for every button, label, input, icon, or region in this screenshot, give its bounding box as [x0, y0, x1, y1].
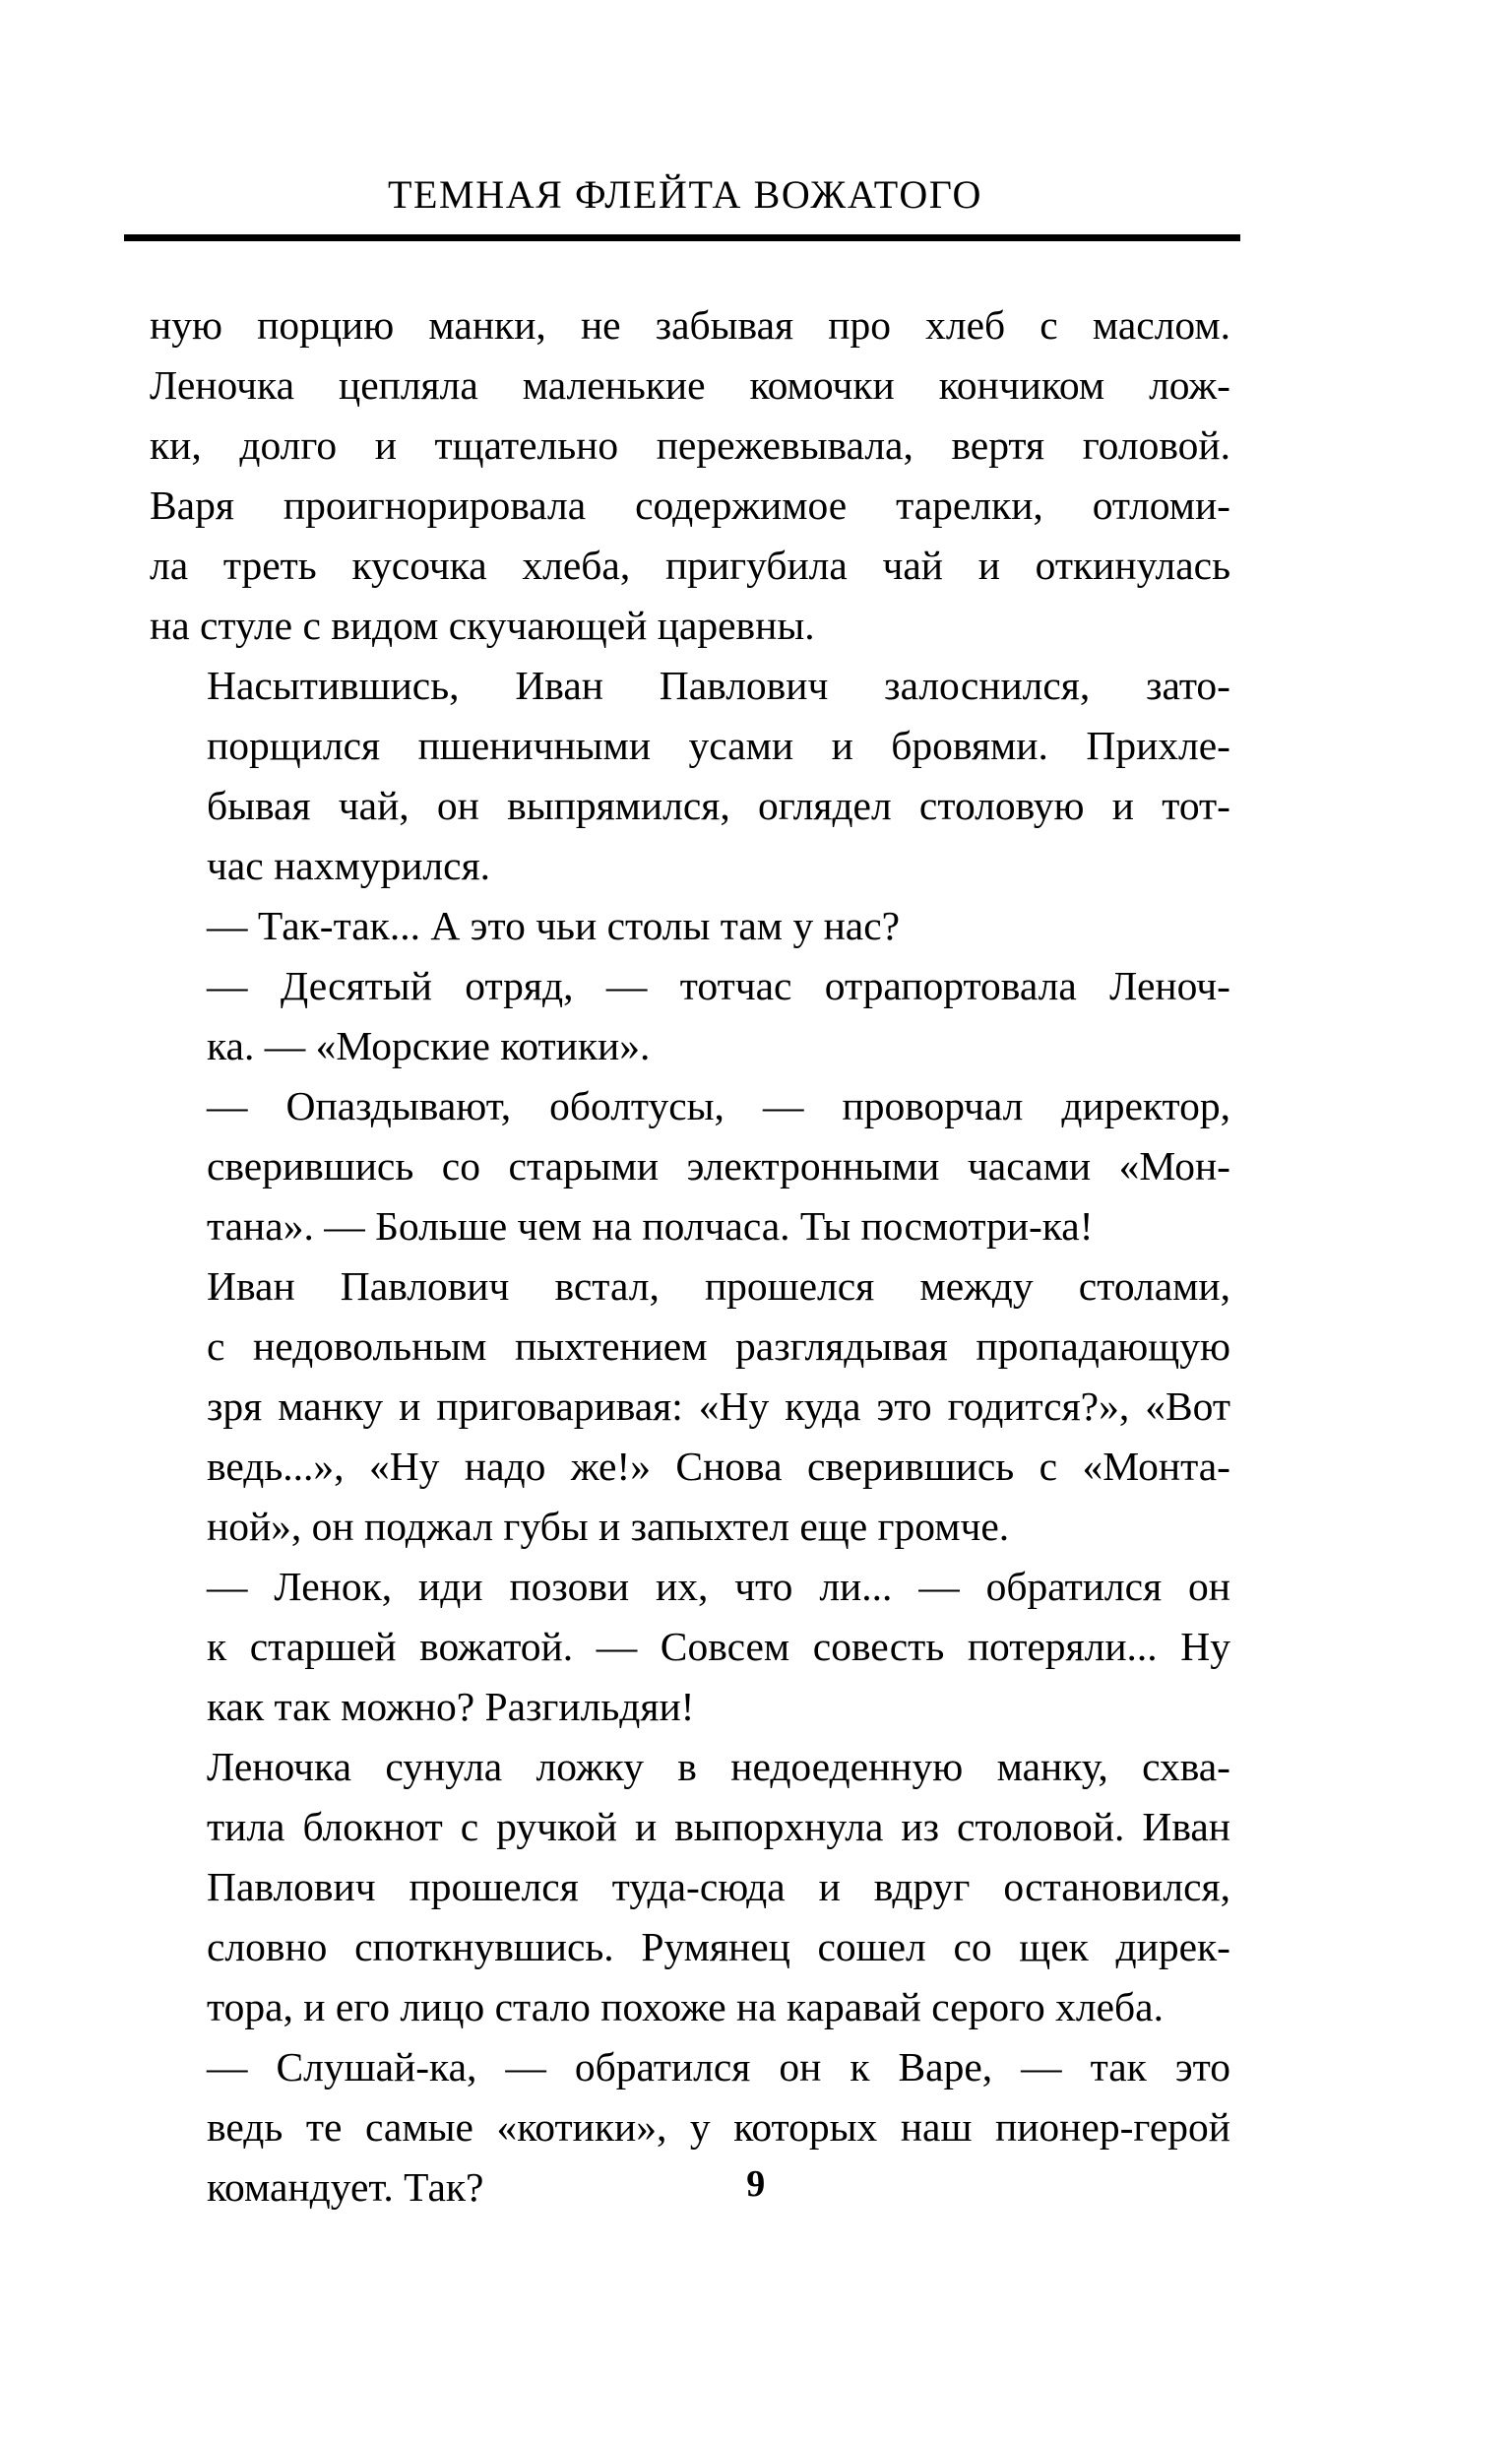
paragraph — [150, 896, 1230, 956]
text-line: Варя проигнорировала содержимое тарелки, отломи- — [150, 482, 1230, 528]
paragraph — [150, 295, 1230, 656]
text-line: сверившись со старыми электронными часами «Мон- — [207, 1143, 1230, 1189]
page-number: 9 — [746, 2163, 766, 2205]
body-text-column — [150, 295, 1230, 2218]
text-line: ки, долго и тщательно пережевывала, вертя головой. — [150, 422, 1230, 468]
paragraph — [150, 1076, 1230, 1256]
running-head-title: ТЕМНАЯ ФЛЕЙТА ВОЖАТОГО — [387, 172, 983, 217]
paragraph — [150, 656, 1230, 896]
text-line: как так можно? Разгильдяи! — [207, 1684, 695, 1729]
text-line: Иван Павлович встал, прошелся между столами, — [207, 1263, 1230, 1309]
paragraph — [150, 1557, 1230, 1737]
text-line: ную порцию манки, не забывая про хлеб с маслом. — [150, 302, 1230, 348]
text-line: с недовольным пыхтением разглядывая пропадающую — [207, 1323, 1230, 1369]
text-line: ведь те самые «котики», у которых наш пионер-герой — [207, 2104, 1230, 2150]
text-line: тила блокнот с ручкой и выпорхнула из столовой. Иван — [207, 1804, 1230, 1849]
text-line: час нахмурился. — [207, 843, 491, 888]
text-line: на стуле с видом скучающей царевны. — [150, 603, 815, 648]
text-line: ной», он поджал губы и запыхтел еще громче. — [207, 1504, 1010, 1549]
text-line: к старшей вожатой. — Совсем совесть потеряли... Ну — [207, 1624, 1230, 1669]
text-line: ка. — «Морские котики». — [207, 1023, 651, 1068]
text-line: — Слушай-ка, — обратился он к Варе, — так это — [207, 2044, 1230, 2089]
text-line: словно споткнувшись. Румянец сошел со щек дирек- — [207, 1924, 1230, 1969]
text-line: порщился пшеничными усами и бровями. Прихле- — [207, 723, 1230, 768]
text-line: — Так-так... А это чьи столы там у нас? — [207, 903, 901, 948]
text-line: Насытившись, Иван Павлович залоснился, зато- — [207, 663, 1230, 708]
text-line: командует. Так? — [207, 2164, 484, 2210]
text-line: Леночка сунула ложку в недоеденную манку, схва- — [207, 1744, 1230, 1789]
text-line: тора, и его лицо стало похоже на каравай серого хлеба. — [207, 1984, 1164, 2029]
text-line: ведь...», «Ну надо же!» Снова сверившись с «Монта- — [207, 1444, 1230, 1489]
text-line: Леночка цепляла маленькие комочки кончиком лож- — [150, 362, 1230, 408]
text-line: тана». — Больше чем на полчаса. Ты посмотри-ка! — [207, 1203, 1094, 1249]
page-header — [124, 172, 1240, 241]
text-line: — Десятый отряд, — тотчас отрапортовала Леноч- — [207, 963, 1230, 1008]
text-line: Павлович прошелся туда-сюда и вдруг остановился, — [207, 1864, 1230, 1909]
paragraph — [150, 1737, 1230, 2037]
header-rule — [124, 234, 1240, 241]
text-line: бывая чай, он выпрямился, оглядел столовую и тот- — [207, 783, 1230, 828]
paragraph — [150, 956, 1230, 1076]
text-line: — Ленок, иди позови их, что ли... — обратился он — [207, 1564, 1230, 1609]
text-line: ла треть кусочка хлеба, пригубила чай и откинулась — [150, 543, 1230, 588]
text-line: — Опаздывают, оболтусы, — проворчал директор, — [207, 1083, 1230, 1128]
paragraph — [150, 1256, 1230, 1557]
text-line: зря манку и приговаривая: «Ну куда это годится?», «Вот — [207, 1383, 1230, 1429]
